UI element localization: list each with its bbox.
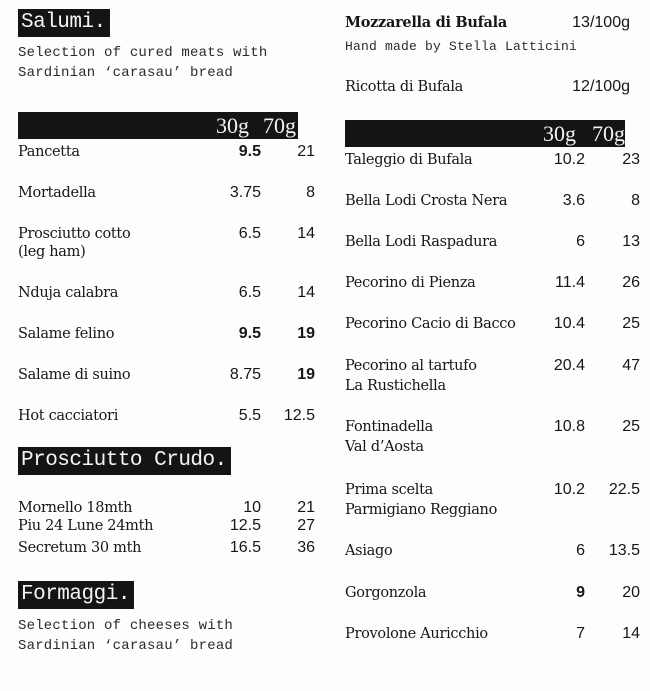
salumi-column-header: 30g 70g — [18, 112, 298, 139]
section-heading-formaggi: Formaggi. — [18, 581, 134, 609]
section-heading-prosciutto-crudo: Prosciutto Crudo. — [18, 447, 231, 475]
section-heading-salumi: Salumi. — [18, 9, 110, 37]
formaggi-description: Selection of cheeses with Sardinian ‘carasau’ bread — [18, 618, 234, 654]
formaggi-column-header: 30g 70g — [345, 120, 625, 147]
salumi-description: Selection of cured meats with Sardinian ‘carasau’ bread — [18, 45, 268, 81]
mozzarella-note: Hand made by Stella Latticini — [345, 39, 578, 54]
